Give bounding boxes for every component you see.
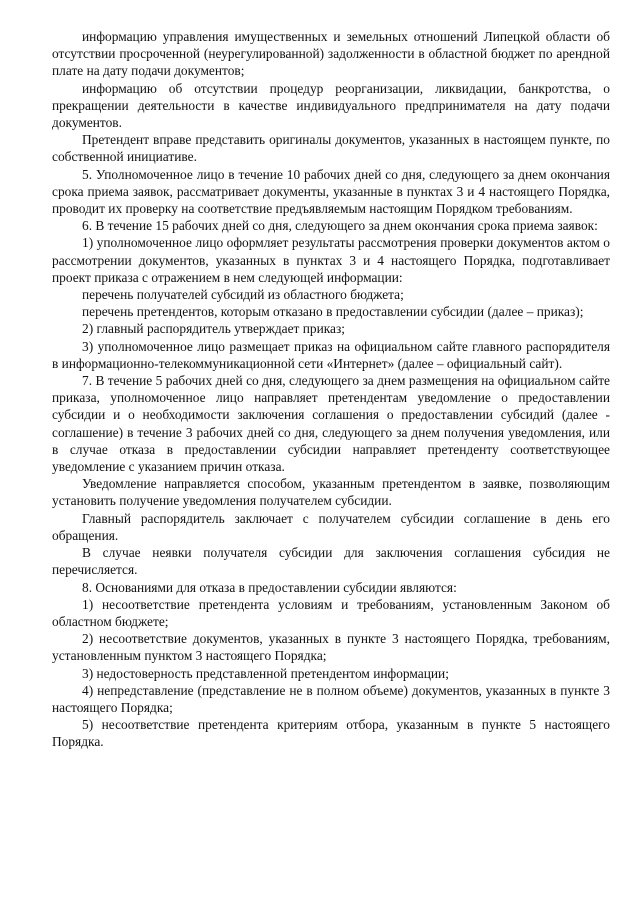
paragraph-4: 5. Уполномоченное лицо в течение 10 рабочих дней со дня, следующего за днем окончания срока приема заявок, рассматривает документы, указанные в пунктах 3 и 4 настоящего Порядка, проводит их проверку на соответствие предъявляемым настоящим Порядком требованиям.: [52, 166, 610, 217]
paragraph-14: В случае неявки получателя субсидии для заключения соглашения субсидия не перечисляется.: [52, 545, 610, 578]
paragraph-8: перечень претендентов, которым отказано в предоставлении субсидии (далее – приказ);: [82, 304, 584, 320]
paragraph-18: 3) недостоверность представленной претендентом информации;: [82, 665, 449, 681]
paragraph-19: 4) непредставление (представление не в полном объеме) документов, указанных в пункте 3 настоящего Порядка;: [52, 682, 610, 715]
paragraph-16: 1) несоответствие претендента условиям и требованиям, установленным Законом об областном бюджете;: [52, 596, 610, 629]
paragraph-15: 8. Основаниями для отказа в предоставлении субсидии являются:: [82, 579, 457, 595]
paragraph-9: 2) главный распорядитель утверждает приказ;: [82, 321, 346, 337]
paragraph-2: информацию об отсутствии процедур реорганизации, ликвидации, банкротства, о прекращении деятельности в качестве индивидуального предпринимателя на дату подачи документов.: [52, 80, 610, 131]
paragraph-7: перечень получателей субсидий из областного бюджета;: [82, 287, 404, 303]
paragraph-10: 3) уполномоченное лицо размещает приказ на официальном сайте главного распорядителя в информационно-телекоммуникационной сети «Интернет» (далее – официальный сайт).: [52, 338, 610, 371]
paragraph-12: Уведомление направляется способом, указанным претендентом в заявке, позволяющим установить получение уведомления получателем субсидии.: [52, 476, 610, 509]
paragraph-13: Главный распорядитель заключает с получателем субсидии соглашение в день его обращения.: [52, 510, 610, 543]
paragraph-1: информацию управления имущественных и земельных отношений Липецкой области об отсутствии просроченной (неурегулированной) задолженности в областной бюджет по арендной плате на дату подачи документов;: [52, 29, 610, 79]
paragraph-6: 1) уполномоченное лицо оформляет результаты рассмотрения проверки документов актом о рассмотрении документов, указанных в пунктах 3 и 4 настоящего Порядка, подготавливает проект приказа с отражением в нем следующей информации:: [52, 235, 610, 285]
paragraph-3: Претендент вправе представить оригиналы документов, указанных в настоящем пункте, по собственной инициативе.: [52, 132, 610, 165]
paragraph-5: 6. В течение 15 рабочих дней со дня, следующего за днем окончания срока приема заявок:: [82, 218, 598, 234]
paragraph-11: 7. В течение 5 рабочих дней со дня, следующего за днем размещения на официальном сайте приказа, уполномоченное лицо направляет претендентам уведомление о предоставлении субсидии и о необходимости заключения соглашения о предоставлении субсидий (далее - соглашение) в течение 3 рабочих дней со дня, следующего за днем получения уведомления, или в случае отказа в предоставлении субсидии направляет претенденту соответствующее уведомление с указанием причин отказа.: [52, 373, 610, 475]
paragraph-20: 5) несоответствие претендента критериям отбора, указанным в пункте 5 настоящего Порядка.: [52, 717, 610, 750]
paragraph-17: 2) несоответствие документов, указанных в пункте 3 настоящего Порядка, требованиям, установленным пунктом 3 настоящего Порядка;: [52, 631, 610, 664]
